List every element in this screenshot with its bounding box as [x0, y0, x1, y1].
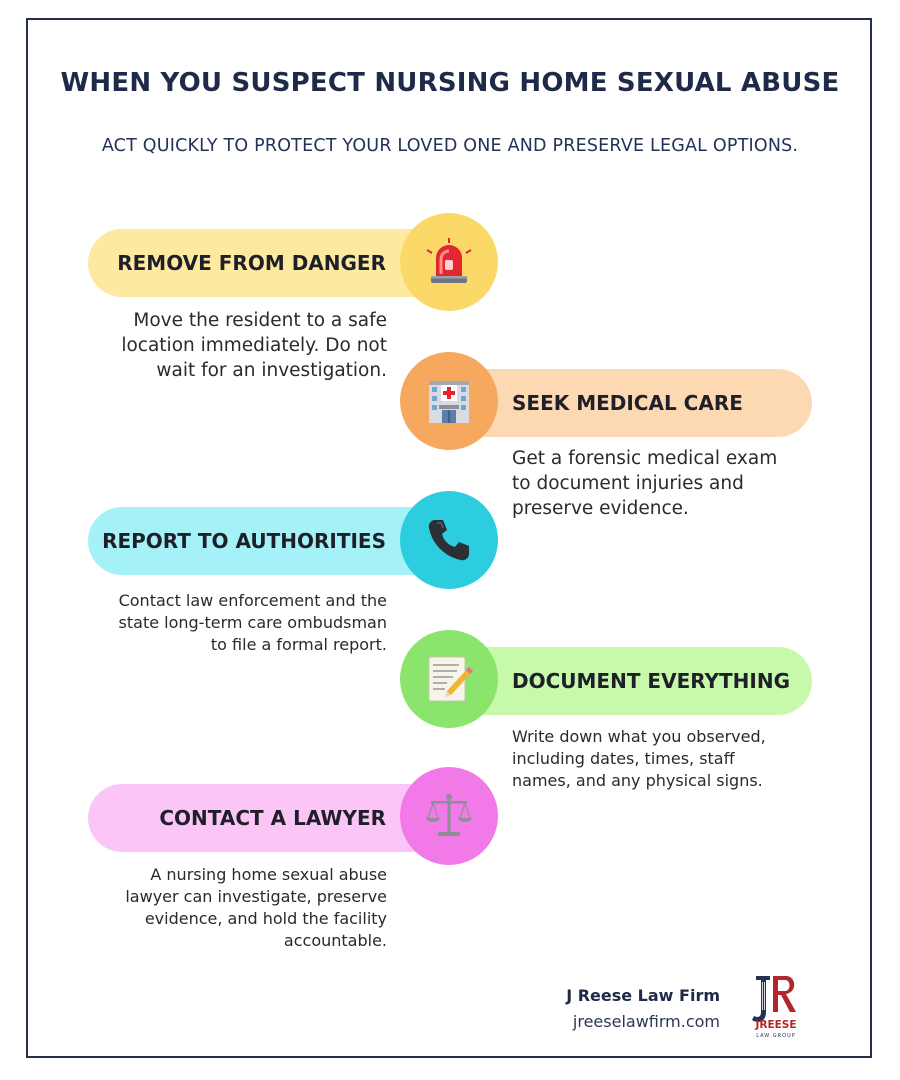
- step-pill-contact-a-lawyer: [88, 784, 448, 852]
- step-label: REPORT TO AUTHORITIES: [102, 529, 386, 553]
- step-pill-seek-medical-care: [450, 369, 812, 437]
- step-circle: [400, 630, 498, 728]
- firm-website-link[interactable]: jreeselawfirm.com: [572, 1012, 720, 1031]
- step-description: Write down what you observed, including dates, times, staff names, and any physical signs.: [512, 727, 766, 790]
- step-description: Contact law enforcement and the state long-term care ombudsman to file a formal report.: [118, 591, 387, 654]
- step-label: CONTACT A LAWYER: [159, 806, 386, 830]
- svg-text:JREESE: JREESE: [755, 1019, 797, 1031]
- step-circle: [400, 491, 498, 589]
- memo-pencil-icon: [423, 653, 475, 705]
- page-title: WHEN YOU SUSPECT NURSING HOME SEXUAL ABUSE: [60, 68, 840, 98]
- firm-name: J Reese Law Firm: [566, 986, 720, 1005]
- step-circle: [400, 767, 498, 865]
- step-description: A nursing home sexual abuse lawyer can investigate, preserve evidence, and hold the facility accountable.: [125, 865, 387, 950]
- step-pill-report-to-authorities: [88, 507, 448, 575]
- scales-icon: [423, 790, 475, 842]
- jreese-logo-icon: [746, 972, 806, 1044]
- siren-icon: [423, 236, 475, 288]
- step-label: REMOVE FROM DANGER: [117, 251, 386, 275]
- step-label: DOCUMENT EVERYTHING: [512, 669, 790, 693]
- page-subtitle: ACT QUICKLY TO PROTECT YOUR LOVED ONE AND PRESERVE LEGAL OPTIONS.: [101, 136, 799, 156]
- step-label: SEEK MEDICAL CARE: [512, 391, 743, 415]
- firm-logo: [746, 972, 806, 1044]
- step-description: Get a forensic medical exam to document injuries and preserve evidence.: [512, 448, 778, 519]
- step-pill-remove-from-danger: [88, 229, 448, 297]
- hospital-icon: [423, 375, 475, 427]
- step-circle: [400, 213, 498, 311]
- step-circle: [400, 352, 498, 450]
- svg-text:LAW GROUP: LAW GROUP: [756, 1033, 796, 1039]
- step-pill-document-everything: [450, 647, 812, 715]
- step-description: Move the resident to a safe location immediately. Do not wait for an investigation.: [121, 310, 387, 381]
- telephone-icon: [423, 514, 475, 566]
